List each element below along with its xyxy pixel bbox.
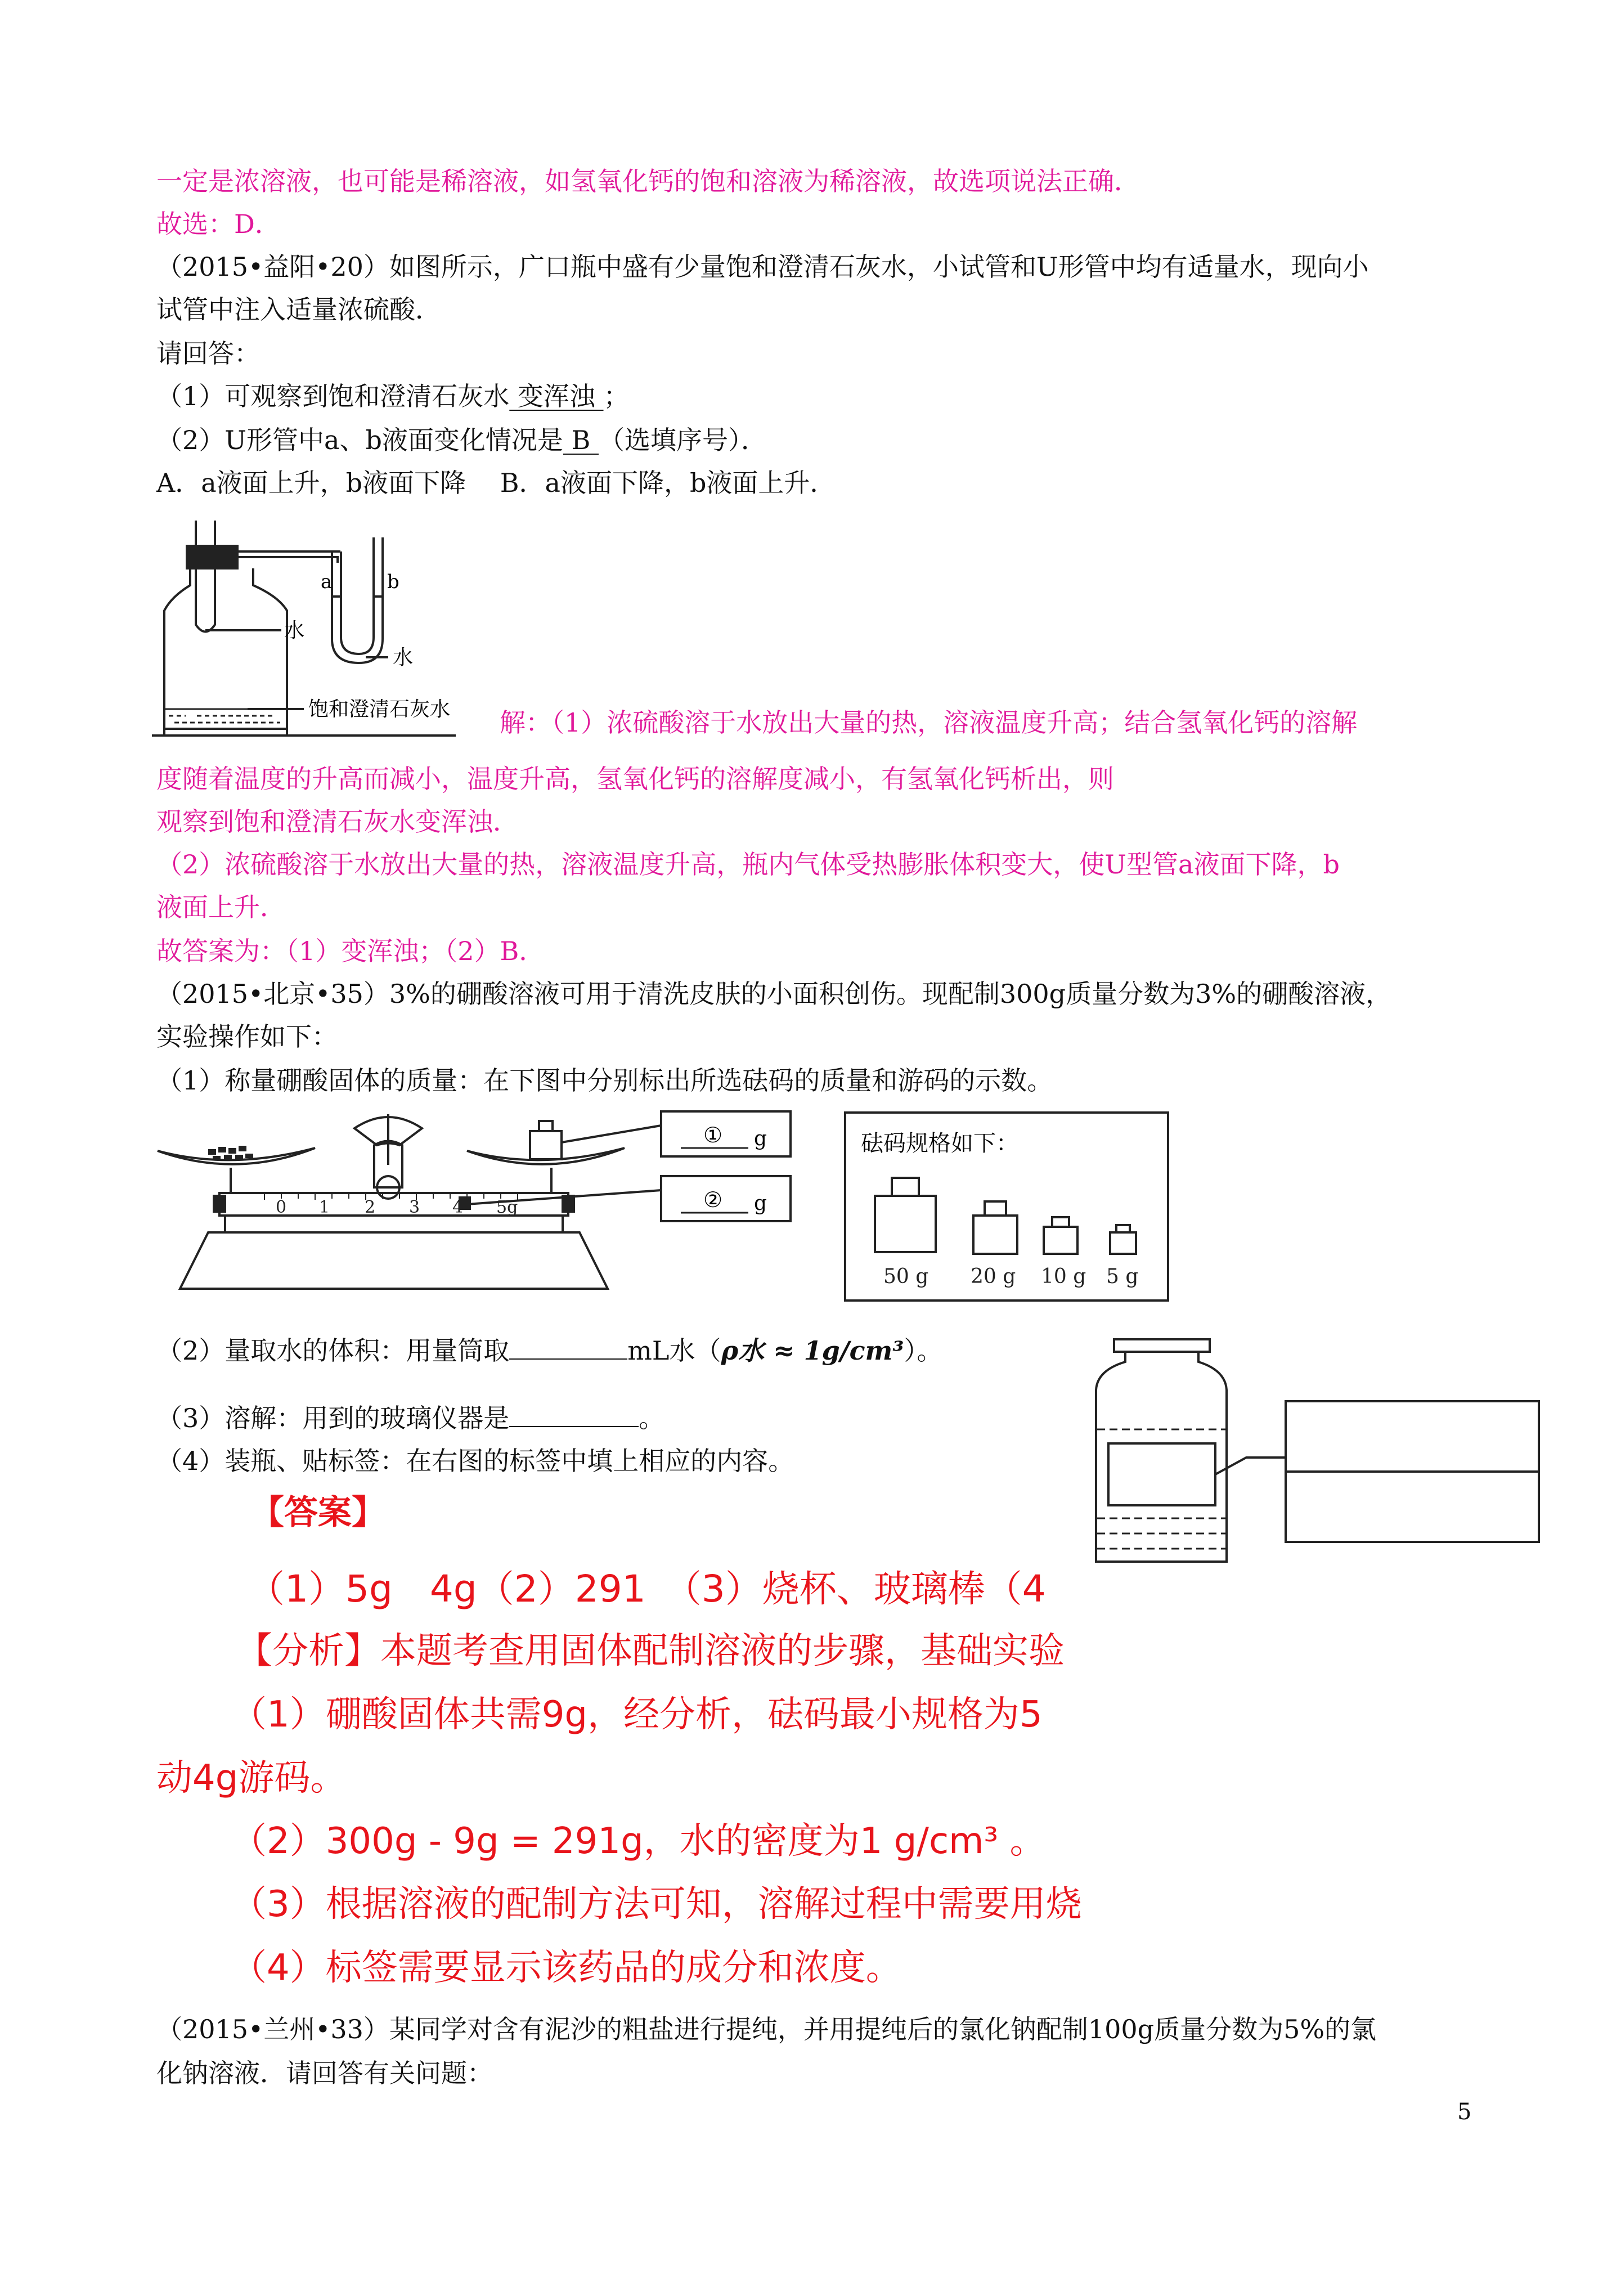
blank-2-label: ② xyxy=(703,1187,723,1212)
blank-1-label: ① xyxy=(703,1123,723,1147)
scale-tick-label: 1 xyxy=(319,1198,330,1217)
scale-tick-label: 2 xyxy=(365,1198,376,1217)
label-water-u: 水 xyxy=(393,646,414,669)
solution-line: 故选：D． xyxy=(156,209,281,239)
answer-blank xyxy=(509,1336,627,1360)
figure-bottle-u-tube xyxy=(152,512,512,737)
label-water-tube: 水 xyxy=(284,619,305,642)
answer-line: （1）5g 4g（2）291 （3）烧杯、玻璃棒（4 xyxy=(248,1567,1046,1611)
answer-fill: B xyxy=(563,425,599,455)
weight-label: 20 g xyxy=(971,1265,1016,1288)
solution-line: （2）浓硫酸溶于水放出大量的热，溶液温度升高，瓶内气体受热膨胀体积变大，使U型管a液面下降，b xyxy=(156,849,1340,880)
question-part-3 xyxy=(156,1401,664,1435)
figure-balance xyxy=(152,1103,793,1317)
question-part-1: （1）称量硼酸固体的质量：在下图中分别标出所选砝码的质量和游码的示数。 xyxy=(156,1065,1053,1096)
scale-tick-label: 0 xyxy=(276,1198,287,1217)
analysis-line: 动4g游码。 xyxy=(156,1757,347,1799)
part-text: （选填序号）． xyxy=(598,425,767,455)
scale-tick-label: 3 xyxy=(409,1198,420,1217)
part-text: mL水（ xyxy=(627,1335,721,1366)
weight-label: 5 g xyxy=(1106,1265,1139,1288)
question-intro: 化钠溶液．请回答有关问题： xyxy=(156,2058,493,2088)
page-number: 5 xyxy=(1457,2099,1472,2125)
analysis-line: （1）硼酸固体共需9g，经分析，砝码最小规格为5 xyxy=(231,1694,1043,1736)
solution-line: 液面上升． xyxy=(156,892,286,922)
question-intro: （2015•北京•35）3%的硼酸溶液可用于清洗皮肤的小面积创伤。现配制300g质量分数为3%的硼酸溶液， xyxy=(156,979,1392,1009)
question-intro: 实验操作如下： xyxy=(156,1021,338,1052)
part-text: （2）量取水的体积：用量筒取 xyxy=(156,1335,510,1366)
part-text: 。 xyxy=(639,1403,665,1433)
solution-line: 故答案为：（1）变浑浊；（2）B． xyxy=(156,936,545,966)
answer-heading: 【答案】 xyxy=(250,1493,385,1532)
part-text: ； xyxy=(603,381,630,411)
scale-tick-label: 4 xyxy=(452,1198,464,1217)
solution-line: 一定是浓溶液，也可能是稀溶液，如氢氧化钙的饱和溶液为稀溶液，故选项说法正确． xyxy=(156,166,1140,196)
label-a: a xyxy=(321,571,333,593)
weight-label: 50 g xyxy=(883,1265,929,1288)
answer-fill: 变浑浊 xyxy=(509,381,604,411)
label-b: b xyxy=(387,571,399,593)
analysis-line: （2）300g - 9g = 291g，水的密度为1 g/cm³ 。 xyxy=(231,1820,1046,1862)
label-limewater: 饱和澄清石灰水 xyxy=(308,698,451,721)
answer-blank xyxy=(509,1403,639,1427)
density-formula: ρ水 ≈ 1g/cm³ xyxy=(721,1335,904,1366)
weights-title: 砝码规格如下： xyxy=(861,1131,1018,1156)
figure-reagent-bottle xyxy=(1092,1328,1542,1564)
weight-label: 10 g xyxy=(1041,1265,1086,1288)
options-line: A．a液面上升，b液面下降 B．a液面下降，b液面上升． xyxy=(156,468,836,498)
solution-line: 度随着温度的升高而减小，温度升高，氢氧化钙的溶解度减小，有氢氧化钙析出，则 xyxy=(156,764,1114,794)
question-prompt: 请回答： xyxy=(156,338,260,369)
part-text: ）。 xyxy=(904,1335,943,1366)
question-part-2 xyxy=(156,423,767,457)
solution-line: 观察到饱和澄清石灰水变浑浊． xyxy=(156,806,519,837)
analysis-line: （3）根据溶液的配制方法可知，溶解过程中需要用烧 xyxy=(231,1884,1082,1925)
analysis-line: （4）标签需要显示该药品的成分和浓度。 xyxy=(231,1947,902,1989)
question-intro: （2015•兰州•33）某同学对含有泥沙的粗盐进行提纯，并用提纯后的氯化钠配制100g质量分数为5%的氯 xyxy=(156,2014,1377,2044)
question-part-2 xyxy=(156,1334,942,1367)
blank-2-unit: g xyxy=(754,1192,767,1215)
blank-1-unit: g xyxy=(754,1127,767,1150)
part-text: （2）U形管中a、b液面变化情况是 xyxy=(156,425,563,455)
part-text: （1）可观察到饱和澄清石灰水 xyxy=(156,381,510,411)
figure-weights xyxy=(844,1111,1170,1303)
question-part-1 xyxy=(156,379,630,413)
question-part-4: （4）装瓶、贴标签：在右图的标签中填上相应的内容。 xyxy=(156,1446,794,1476)
solution-line: 解：（1）浓硫酸溶于水放出大量的热，溶液温度升高；结合氢氧化钙的溶解 xyxy=(500,707,1358,738)
question-intro: （2015•益阳•20）如图所示，广口瓶中盛有少量饱和澄清石灰水，小试管和U形管中均有适量水，现向小 xyxy=(156,252,1369,282)
question-intro: 试管中注入适量浓硫酸． xyxy=(156,294,441,325)
analysis-line: 【分析】本题考查用固体配制溶液的步骤，基础实验 xyxy=(236,1630,1065,1672)
scale-tick-label: 5g xyxy=(496,1198,518,1217)
part-text: （3）溶解：用到的玻璃仪器是 xyxy=(156,1403,510,1433)
